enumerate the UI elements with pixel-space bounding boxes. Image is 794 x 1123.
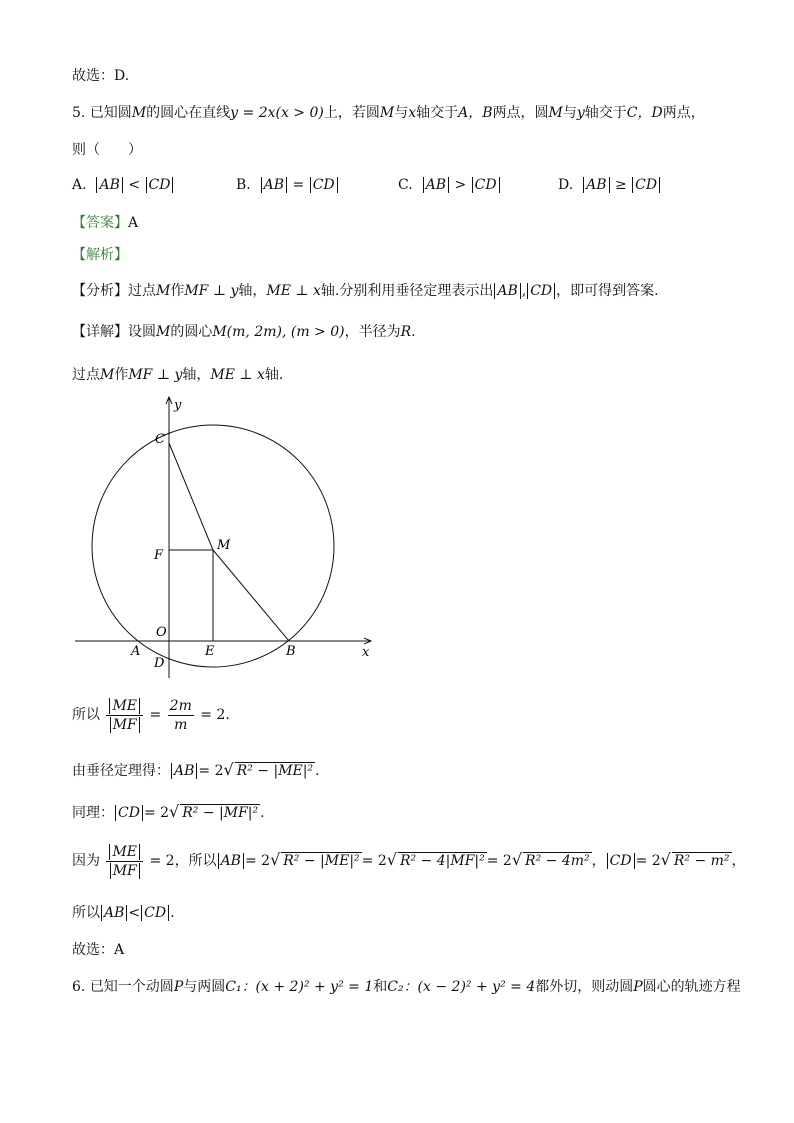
text: 都外切，则动圆 (535, 979, 634, 995)
q5-text: 两点， (662, 105, 705, 121)
abs-CD: CD (607, 853, 635, 869)
option-d (558, 175, 661, 195)
text: 与两圆 (183, 979, 226, 995)
var-B: ，B (468, 105, 493, 121)
radicand: R² − m² (673, 853, 730, 869)
var-R: R (400, 324, 412, 340)
q5-text: 的圆心在直线 (146, 105, 231, 121)
q4-final-answer: 故选：D. (72, 68, 130, 84)
label-A: A (131, 644, 141, 659)
label-O: O (156, 625, 167, 640)
operator: < (128, 905, 141, 921)
text: 作 (114, 367, 129, 383)
fenxi-line (72, 281, 659, 301)
radicand: R² − 4m² (525, 853, 590, 869)
text: ， (591, 853, 606, 869)
text: = 2 (143, 805, 170, 821)
detail-line (72, 322, 416, 342)
text: ，所以 (174, 853, 217, 869)
abs-ME: ME (109, 844, 140, 860)
text: 轴， (238, 283, 267, 299)
label-y: y (174, 398, 182, 413)
text: 圆心的轨迹方程 (642, 979, 741, 995)
text: = 2 (486, 853, 512, 869)
label-M: M (217, 538, 231, 553)
option-b (236, 175, 339, 195)
perp-MF: MF ⊥ y (184, 283, 239, 299)
var-M: M (100, 367, 115, 383)
label-x: x (362, 645, 370, 660)
var-y: y (576, 105, 585, 121)
q6-number: 6. (72, 979, 86, 995)
text: 所以 (72, 707, 100, 723)
radicand: R² − 4|MF|² (399, 853, 485, 869)
text: . (170, 905, 175, 921)
abs-AB: AB (494, 283, 520, 299)
q5-text: 上，若圆 (323, 105, 380, 121)
numerator: 2m (169, 697, 192, 714)
text: ， (731, 853, 746, 869)
abs-CD: CD (310, 177, 338, 193)
label-F: F (154, 548, 164, 563)
text: = 2 (244, 853, 271, 869)
var-M: M (131, 105, 147, 121)
text: 已知一个动圆 (89, 979, 174, 995)
perp-ME: ME ⊥ x (210, 367, 265, 383)
text: ，即可得到答案. (556, 283, 659, 299)
text: 同理： (72, 805, 114, 821)
perp-MF: MF ⊥ y (128, 367, 183, 383)
abs-AB: AB (583, 177, 609, 193)
text: , (521, 283, 527, 299)
var-A: A (458, 105, 469, 121)
var-M: M (548, 105, 563, 121)
text: 作 (170, 283, 185, 299)
analysis-tag: 【解析】 (72, 247, 128, 263)
radicand: R² − |MF|² (182, 805, 259, 821)
text: . (315, 763, 320, 779)
center-coord: M(m, 2m), (m > 0) (212, 324, 345, 340)
text: = 2 (149, 853, 175, 869)
operator: > (454, 177, 467, 193)
abs-AB: AB (171, 763, 197, 779)
segment-MB (213, 550, 289, 641)
text: = 2 (198, 763, 224, 779)
q6-stem (72, 977, 741, 997)
fraction-2m-m (168, 697, 194, 734)
var-x: x (408, 105, 417, 121)
var-C1: C₁ (225, 979, 242, 995)
detail-tag: 【详解】 (72, 324, 128, 340)
answer-value: A (128, 215, 139, 231)
option-label: A. (72, 177, 87, 193)
fraction-ME-MF (106, 697, 143, 734)
text: ，半径为 (344, 324, 401, 340)
text: 和 (373, 979, 388, 995)
option-label: B. (236, 177, 251, 193)
label-E: E (205, 644, 215, 659)
abs-AB: AB (261, 177, 287, 193)
q5-text: 已知圆 (89, 105, 132, 121)
geometry-figure (70, 393, 380, 683)
abs-AB: AB (218, 853, 244, 869)
text: 的圆心 (170, 324, 213, 340)
text: 轴， (182, 367, 211, 383)
abs-CD: CD (632, 177, 660, 193)
circle-eq-2: ：(x − 2)² + y² = 4 (403, 979, 536, 995)
var-P: P (173, 979, 184, 995)
text: 设圆 (128, 324, 156, 340)
chord-cd-line: 同理： CD = 2√ R² − |MF|² . (72, 802, 265, 821)
label-D: D (154, 656, 165, 671)
operator: ≥ (614, 177, 627, 193)
abs-CD: CD (527, 283, 555, 299)
label-C: C (155, 432, 165, 447)
abs-CD: CD (115, 805, 143, 821)
text: 由垂径定理得： (72, 763, 170, 779)
text: = 2 (635, 853, 661, 869)
abs-MF: MF (110, 863, 140, 879)
draw-line (72, 365, 283, 385)
q5-text: 与 (394, 105, 409, 121)
analysis-heading (72, 245, 128, 265)
answer-tag: 【答案】 (72, 215, 128, 231)
option-label: D. (558, 177, 574, 193)
q5-number: 5. (72, 105, 86, 121)
abs-CD: CD (141, 905, 169, 921)
abs-AB: AB (423, 177, 449, 193)
var-M: M (156, 283, 171, 299)
text: 过点 (128, 283, 156, 299)
var-D: ，D (637, 105, 663, 121)
operator: = (292, 177, 305, 193)
fenxi-tag: 【分析】 (72, 283, 128, 299)
q5-text: 轴交于 (416, 105, 459, 121)
option-label: C. (398, 177, 413, 193)
var-P: P (633, 979, 643, 995)
abs-MF: MF (110, 717, 140, 733)
conclusion-line (72, 903, 175, 923)
text: 轴. (264, 367, 284, 383)
q5-stem-line1 (72, 103, 705, 123)
radicand: R² − |ME|² (283, 853, 360, 869)
option-c (398, 175, 501, 195)
q5-stem-line2: 则（ ） (72, 142, 142, 158)
text: 过点 (72, 367, 100, 383)
q5-text: 与 (562, 105, 577, 121)
text: 因为 (72, 853, 100, 869)
option-a (72, 175, 174, 195)
text: = (149, 707, 162, 723)
operator: < (128, 177, 141, 193)
abs-CD: CD (472, 177, 500, 193)
q5-final-answer: 故选：A (72, 942, 125, 958)
text: 轴.分别利用垂径定理表示出 (320, 283, 494, 299)
text: . (260, 805, 265, 821)
fraction-ME-MF (106, 843, 143, 880)
abs-CD: CD (146, 177, 174, 193)
line-equation: y = 2x(x > 0) (230, 105, 324, 121)
abs-AB: AB (101, 905, 127, 921)
because-line: 因为 $\frac{ME}{MF}$ = 2，所以 AB = 2√ R² − |ME|² = 2√ R² − 4|MF|² = 2√ R² − 4m² ， CD = 2√ R² − m² ， (72, 843, 746, 879)
text: . (411, 324, 416, 340)
label-B: B (286, 644, 296, 659)
segment-CM (169, 443, 213, 550)
abs-AB: AB (96, 177, 122, 193)
circle-eq-1: ：(x + 2)² + y² = 1 (241, 979, 374, 995)
var-C: C (626, 105, 638, 121)
q5-text: 两点，圆 (492, 105, 549, 121)
perp-ME: ME ⊥ x (266, 283, 321, 299)
chord-ab-line: 由垂径定理得： AB = 2√ R² − |ME|² . (72, 760, 320, 779)
denominator: m (174, 716, 188, 733)
var-M: M (379, 105, 395, 121)
text: = 2. (200, 707, 230, 723)
var-M: M (156, 324, 171, 340)
q5-text: 轴交于 (584, 105, 627, 121)
text: = 2 (361, 853, 387, 869)
answer-line (72, 213, 138, 233)
abs-ME: ME (109, 698, 140, 714)
ratio-line (72, 695, 230, 735)
var-C2: C₂ (387, 979, 404, 995)
radicand: R² − |ME|² (236, 763, 314, 779)
text: 所以 (72, 905, 100, 921)
